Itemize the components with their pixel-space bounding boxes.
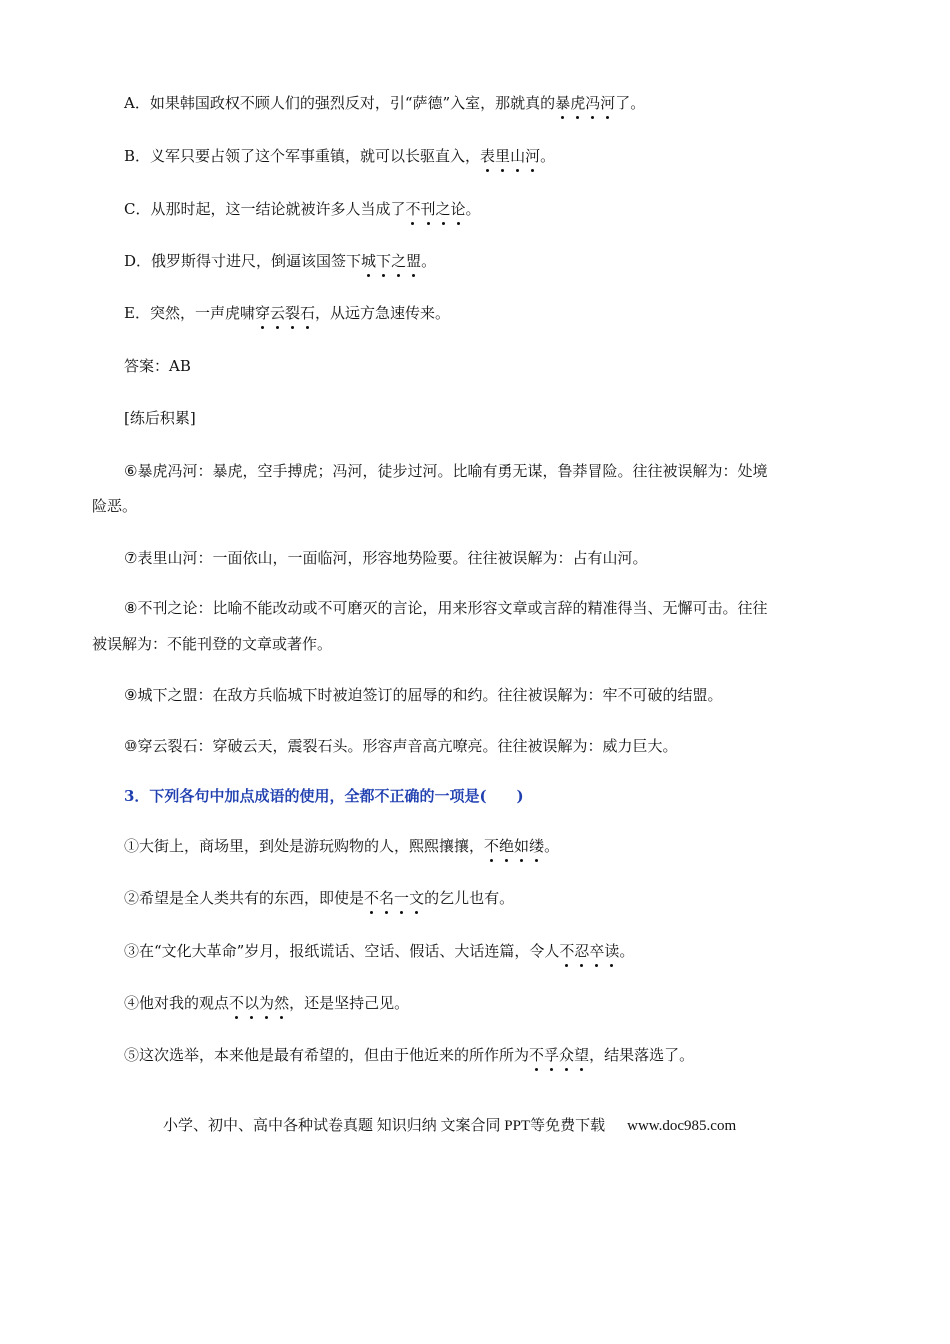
- sentence-4: [124, 992, 409, 1014]
- idiom-char: 缕: [529, 837, 545, 855]
- idiom-char: 论: [450, 200, 466, 218]
- idiom-char: 裂: [284, 304, 300, 322]
- idiom-char: 卒: [589, 942, 605, 960]
- idiom-char: 城: [361, 252, 377, 270]
- idiom-char: 石: [300, 304, 316, 322]
- sentence-text: 的乞儿也有。: [424, 889, 515, 907]
- note-line: 险恶。: [92, 497, 138, 515]
- idiom-char: 虎: [570, 94, 586, 112]
- answer: 答案：AB: [124, 357, 191, 375]
- option-e: [124, 302, 450, 324]
- idiom-char: 不: [484, 837, 500, 855]
- idiom-char: 一: [394, 889, 410, 907]
- option-text: C．从那时起，这一结论就被许多人当成了: [124, 200, 406, 218]
- sentence-text: ，结果落选了。: [589, 1046, 695, 1064]
- option-text: ，从远方急速传来。: [315, 304, 451, 322]
- sentence-text: 。: [619, 942, 635, 960]
- idiom-char: 读: [604, 942, 620, 960]
- note-line: ⑨城下之盟：在敌方兵临城下时被迫签订的屈辱的和约。往往被误解为：牢不可破的结盟。: [124, 686, 723, 704]
- sentence-text: ①大街上，商场里，到处是游玩购物的人，熙熙攘攘，: [124, 837, 485, 855]
- idiom-char: 文: [409, 889, 425, 907]
- idiom-char: 河: [600, 94, 616, 112]
- idiom-char: 然: [274, 994, 290, 1012]
- sentence-1: [124, 835, 559, 857]
- idiom-char: 刊: [420, 200, 436, 218]
- sentence-text: ，还是坚持己见。: [289, 994, 410, 1012]
- sentence-text: ⑤这次选举，本来他是最有希望的，但由于他近来的所作所为: [124, 1046, 530, 1064]
- idiom-char: 名: [379, 889, 395, 907]
- idiom-char: 之: [391, 252, 407, 270]
- sentence-text: ②希望是全人类共有的东西，即使是: [124, 889, 365, 907]
- note-line: ⑥暴虎冯河：暴虎，空手搏虎；冯河，徒步过河。比喻有勇无谋，鲁莽冒险。往往被误解为：处境: [124, 462, 768, 480]
- question-title: 3．下列各句中加点成语的使用，全都不正确的一项是( ): [124, 787, 524, 805]
- idiom-char: 不: [529, 1046, 545, 1064]
- footer-text: 小学、初中、高中各种试卷真题 知识归纳 文案合同 PPT等免费下载: [163, 1118, 606, 1134]
- sentence-text: ③在“文化大革命”岁月，报纸谎话、空话、假话、大话连篇，令人: [124, 942, 560, 960]
- option-text: 。: [465, 200, 481, 218]
- idiom-char: 暴: [555, 94, 571, 112]
- option-c: [124, 198, 481, 220]
- option-text: D．俄罗斯得寸进尺，倒逼该国签下: [124, 252, 362, 270]
- sentence-2: [124, 887, 514, 909]
- footer-link[interactable]: www.doc985.com: [627, 1118, 737, 1134]
- note-line: ⑦表里山河：一面依山，一面临河，形容地势险要。往往被误解为：占有山河。: [124, 549, 648, 567]
- option-b: [124, 145, 555, 167]
- option-d: [124, 250, 436, 272]
- idiom-char: 里: [495, 147, 511, 165]
- idiom-char: 盟: [406, 252, 422, 270]
- option-text: E．突然，一声虎啸: [124, 304, 255, 322]
- idiom-char: 为: [259, 994, 275, 1012]
- idiom-char: 山: [510, 147, 526, 165]
- idiom-char: 忍: [574, 942, 590, 960]
- sentence-3: [124, 940, 634, 962]
- footer: [163, 1115, 736, 1137]
- sentence-text: ④他对我的观点: [124, 994, 230, 1012]
- idiom-char: 云: [269, 304, 285, 322]
- sentence-5: [124, 1044, 694, 1066]
- idiom-char: 下: [376, 252, 392, 270]
- idiom-char: 众: [559, 1046, 575, 1064]
- idiom-char: 不: [229, 994, 245, 1012]
- note-line: ⑩穿云裂石：穿破云天，震裂石头。形容声音高亢嘹亮。往往被误解为：威力巨大。: [124, 737, 678, 755]
- note-line: ⑧不刊之论：比喻不能改动或不可磨灭的言论，用来形容文章或言辞的精准得当、无懈可击。往往: [124, 599, 768, 617]
- idiom-char: 望: [574, 1046, 590, 1064]
- option-text: A．如果韩国政权不顾人们的强烈反对，引“萨德”入室，那就真的: [124, 94, 556, 112]
- idiom-char: 之: [435, 200, 451, 218]
- option-text: B．义军只要占领了这个军事重镇，就可以长驱直入，: [124, 147, 481, 165]
- idiom-char: 不: [559, 942, 575, 960]
- idiom-char: 河: [525, 147, 541, 165]
- idiom-char: 孚: [544, 1046, 560, 1064]
- idiom-char: 穿: [254, 304, 270, 322]
- section-title: [练后积累]: [124, 409, 196, 427]
- idiom-char: 以: [244, 994, 260, 1012]
- idiom-char: 表: [480, 147, 496, 165]
- idiom-char: 冯: [585, 94, 601, 112]
- option-a: [124, 92, 645, 114]
- note-line: 被误解为：不能刊登的文章或著作。: [92, 635, 333, 653]
- option-text: 了。: [615, 94, 646, 112]
- idiom-char: 不: [405, 200, 421, 218]
- option-text: 。: [540, 147, 556, 165]
- idiom-char: 不: [364, 889, 380, 907]
- idiom-char: 绝: [499, 837, 515, 855]
- idiom-char: 如: [514, 837, 530, 855]
- sentence-text: 。: [544, 837, 560, 855]
- option-text: 。: [421, 252, 437, 270]
